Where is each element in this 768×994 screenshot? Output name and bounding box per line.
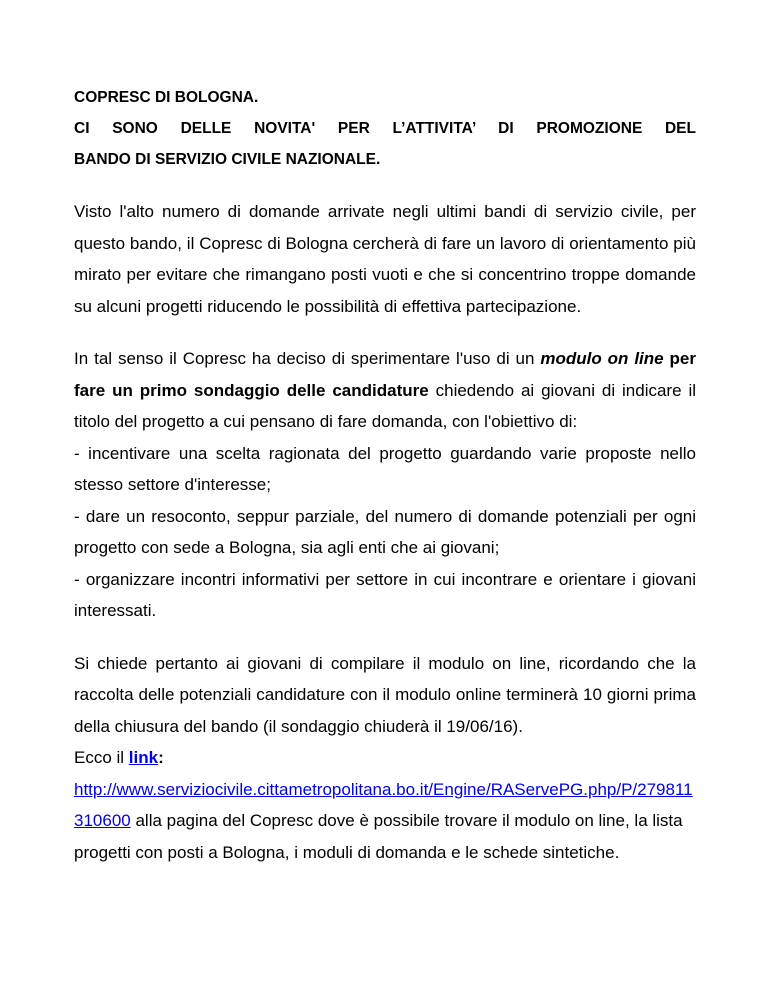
link-line-pre: Ecco il: [74, 748, 129, 767]
document-page: [74, 82, 696, 868]
paragraph-modulo-post: chiedendo ai giovani di indicare il titolo del progetto a cui pensano di fare domanda, con l'obiettivo di:: [74, 380, 696, 431]
copresc-url-link[interactable]: http://www.serviziocivile.cittametropolitana.bo.it/Engine/RAServePG.php/P/279811310600: [74, 779, 693, 830]
heading-line-2: CI SONO DELLE NOVITA' PER L’ATTIVITA’ DI PROMOZIONE DEL: [74, 120, 696, 137]
heading-line-1: COPRESC DI BOLOGNA.: [74, 89, 259, 106]
bullet-item: - dare un resoconto, seppur parziale, del numero di domande potenziali per ogni progetto con sede a Bologna, sia agli enti che ai giovani;: [74, 506, 696, 557]
bullet-item: - organizzare incontri informativi per settore in cui incontrare e orientare i giovani interessati.: [74, 569, 696, 620]
sondaggio-emphasis: per fare un primo sondaggio delle candidature: [74, 349, 696, 400]
modulo-on-line-emphasis: modulo on line: [540, 349, 664, 368]
heading-line-3: BANDO DI SERVIZIO CIVILE NAZIONALE.: [74, 151, 381, 168]
link-line: [74, 742, 696, 774]
link-anchor[interactable]: link: [128, 748, 159, 767]
url-paragraph: [74, 774, 696, 869]
paragraph-intro: Visto l'alto numero di domande arrivate negli ultimi bandi di servizio civile, per questo bando, il Copresc di Bologna cercherà di fare un lavoro di orientamento più mirato per evitare che rimangano posti vuoti e che si concentrino troppe domande su alcuni progetti riducendo le possibilità di effettiva partecipazione.: [74, 202, 696, 316]
paragraph-modulo-pre: In tal senso il Copresc ha deciso di sperimentare l'uso di un: [74, 349, 541, 368]
paragraph-modulo: [74, 343, 696, 438]
bullet-item: - incentivare una scelta ragionata del progetto guardando varie proposte nello stesso settore d'interesse;: [74, 443, 696, 494]
url-description: alla pagina del Copresc dove è possibile trovare il modulo on line, la lista progetti con posti a Bologna, i moduli di domanda e le schede sintetiche.: [74, 811, 683, 862]
link-colon: :: [158, 748, 164, 767]
paragraph-deadline: Si chiede pertanto ai giovani di compilare il modulo on line, ricordando che la raccolta delle potenziali candidature con il modulo online terminerà 10 giorni prima della chiusura del bando (il sondaggio chiuderà il 19/06/16).: [74, 653, 696, 736]
